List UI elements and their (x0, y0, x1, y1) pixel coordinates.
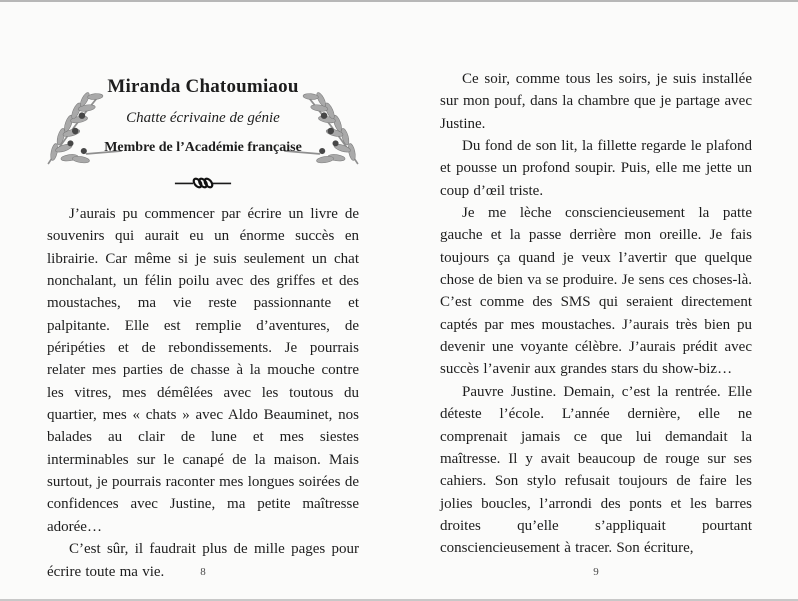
chapter-author-subtitle: Chatte écrivaine de génie (126, 110, 280, 126)
paragraph: Je me lèche consciencieusement la patte gauche et la passe derrière mon oreille. Je fais toujours ça quand je veux l’avertir que quelque chose de bien va se produire. Je sens ces choses-là. C’est comme des SMS qui seraient directement captés par mes moustaches. J’aurais très bien pu devenir une voyante célèbre. J’aurais prédit avec succès l’avenir aux grandes stars du show-biz… (440, 205, 752, 378)
olive-branch-left-icon (37, 86, 123, 174)
left-page-body (47, 203, 359, 583)
paragraph: C’est sûr, il faudrait plus de mille pages pour écrire toute ma vie. (47, 541, 359, 580)
rope-knot-divider-icon (174, 175, 232, 196)
paragraph: J’aurais pu commencer par écrire un livre de souvenirs qui aurait eu un énorme succès en librairie. Car même si je suis seulement un chat nonchalant, un félin poilu avec des griffes et des moustaches, ma vie reste passionnante et palpitante. Elle est remplie d’aventures, de péripéties et de rebondissements. Je pourrais relater mes parties de chasse à la mouche contre les vitres, mes démêlées avec les toutous du quartier, mes « chats » avec Aldo Beauminet, nos balades au clair de lune et mes siestes interminables sur le canapé de la maison. Mais surtout, je pourrais raconter mes longues soirées de confidences avec Justine, ma petite maîtresse adorée… (47, 206, 359, 535)
page-number-right: 9 (593, 566, 599, 578)
olive-branch-right-icon (283, 86, 369, 174)
paragraph: Pauvre Justine. Demain, c’est la rentrée. Elle déteste l’école. L’année dernière, elle ne comprenait jamais ce que lui demandait la maîtresse. Il y avait beaucoup de rouge sur ses cahiers. Son stylo refusait toujours de faire les jolies boucles, l’arrondi des ponts et les barres droites qu’elle s’appliquait pourtant consciencieusement à tracer. Son écriture, (440, 383, 752, 557)
paragraph: Ce soir, comme tous les soirs, je suis installée sur mon pouf, dans la chambre que je partage avec Justine. (440, 71, 752, 132)
right-page-body (440, 68, 752, 560)
chapter-author-affiliation: Membre de l’Académie française (104, 140, 302, 155)
page-right (440, 2, 752, 599)
chapter-author-name: Miranda Chatoumiaou (107, 76, 299, 97)
page-number-left: 8 (200, 566, 206, 578)
paragraph: Du fond de son lit, la fillette regarde le plafond et pousse un profond soupir. Puis, elle me jette un coup d’œil triste. (440, 138, 752, 199)
page-left (47, 2, 359, 599)
